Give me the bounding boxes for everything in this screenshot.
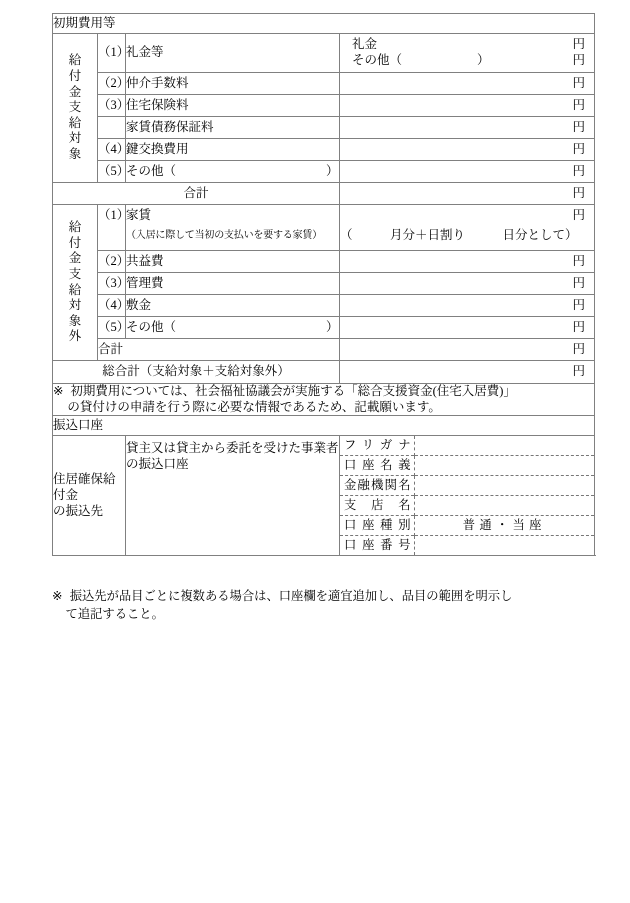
table-row: [53, 295, 595, 317]
transfer-destination-label-line1: 住居確保給付金: [53, 472, 116, 502]
row-amount[interactable]: [340, 251, 595, 273]
vertical-label-not-covered: 給 付 金 支 給 対 象 外: [53, 205, 98, 361]
covered-total-row: [53, 183, 595, 205]
account-field-row: [340, 436, 594, 456]
row-number: （3）: [98, 273, 126, 295]
table-row: [53, 95, 595, 117]
not-covered-total-row: [53, 339, 595, 361]
currency-unit: 円: [572, 320, 586, 334]
initial-costs-table: [52, 13, 595, 556]
grand-total-row: [53, 361, 595, 384]
covered-total-label: 合計: [53, 183, 340, 205]
account-field-row: [340, 476, 594, 496]
field-label-account-holder: 口座名義: [340, 456, 414, 476]
footnote-mark: ※: [52, 589, 63, 603]
currency-unit: 円: [572, 142, 586, 156]
row-item: 仲介手数料: [126, 73, 340, 95]
field-label-furigana: フリガナ: [340, 436, 414, 456]
row-item: 管理費: [126, 273, 340, 295]
row-number: （2）: [98, 73, 126, 95]
currency-unit: 円: [572, 342, 586, 356]
amount-line[interactable]: [340, 208, 594, 224]
field-value-account-number[interactable]: [414, 536, 594, 556]
account-field-row: [340, 456, 594, 476]
row-number: （3）: [98, 95, 126, 117]
transfer-account-title: 振込口座: [53, 416, 595, 436]
row-number: （2）: [98, 251, 126, 273]
grand-total-label: 総合計（支給対象＋支給対象外）: [53, 361, 340, 384]
amount-line-reikin[interactable]: [340, 37, 594, 53]
table-row: [53, 205, 595, 251]
amount-line-label: その他（ ）: [352, 53, 490, 67]
currency-unit: 円: [572, 276, 586, 290]
currency-unit: 円: [572, 98, 586, 112]
currency-unit: 円: [572, 76, 586, 90]
footnote: [52, 587, 600, 624]
row-amount[interactable]: [340, 34, 595, 73]
transfer-destination-label: [53, 436, 126, 556]
row-amount[interactable]: [340, 117, 595, 139]
account-field-row: [340, 516, 594, 536]
table-row: [53, 273, 595, 295]
initial-costs-title-row: [53, 14, 595, 34]
field-label-branch-name: 支店名: [340, 496, 414, 516]
currency-unit: 円: [572, 254, 586, 268]
table-row: [53, 317, 595, 339]
field-value-furigana[interactable]: [414, 436, 594, 456]
row-amount[interactable]: [340, 95, 595, 117]
row-number: （5）: [98, 317, 126, 339]
footnote-line-2: て追記すること。: [65, 607, 164, 622]
remark-line-2: の貸付けの申請を行う際に必要な情報であるため、記載願います。: [67, 399, 441, 414]
account-fields-table: [340, 436, 594, 555]
row-amount[interactable]: [340, 295, 595, 317]
row-number: （5）: [98, 161, 126, 183]
row-number: （4）: [98, 295, 126, 317]
field-value-account-type[interactable]: 普通・当座: [414, 516, 594, 536]
row-item: [126, 205, 340, 251]
row-item: 鍵交換費用: [126, 139, 340, 161]
row-amount[interactable]: [340, 317, 595, 339]
currency-unit: 円: [572, 164, 586, 178]
field-value-branch-name[interactable]: [414, 496, 594, 516]
row-item-note: （入居に際して当初の支払いを要する家賃）: [126, 229, 322, 241]
transfer-destination-label-line2: の振込先: [53, 503, 104, 518]
currency-unit: 円: [572, 186, 586, 200]
table-row: [53, 161, 595, 183]
field-value-bank-name[interactable]: [414, 476, 594, 496]
table-row: [53, 139, 595, 161]
row-item: その他（ ）: [126, 161, 340, 183]
currency-unit: 円: [572, 120, 586, 134]
rent-breakdown-note: （ 月分＋日割り 日分として）: [340, 228, 578, 242]
form-sheet: [52, 13, 594, 556]
row-number: （1）: [98, 34, 126, 73]
not-covered-total-label: 合計: [98, 339, 340, 361]
footnote-line-1: 振込先が品目ごとに複数ある場合は、口座欄を適宜追加し、品目の範囲を明示し: [69, 589, 513, 603]
row-item: 共益費: [126, 251, 340, 273]
transfer-account-row: [53, 436, 595, 556]
row-number: （1）: [98, 205, 126, 251]
covered-total-amount[interactable]: [340, 183, 595, 205]
field-label-account-number: 口座番号: [340, 536, 414, 556]
field-value-account-holder[interactable]: [414, 456, 594, 476]
row-item: 家賃債務保証料: [126, 117, 340, 139]
initial-costs-remark: [53, 384, 595, 416]
amount-line-label: 礼金: [352, 37, 378, 51]
row-number: [98, 117, 126, 139]
account-owner-label: 貸主又は貸主から委託を受けた事業者の振込口座: [126, 436, 340, 556]
row-item: 礼金等: [126, 34, 340, 73]
account-field-row: [340, 496, 594, 516]
remark-line-1: 初期費用については、社会福祉協議会が実施する「総合支援資金(住宅入居費)」: [70, 384, 516, 398]
field-label-account-type: 口座種別: [340, 516, 414, 536]
transfer-account-title-row: [53, 416, 595, 436]
table-row: [53, 73, 595, 95]
grand-total-amount[interactable]: [340, 361, 595, 384]
field-label-bank-name: 金融機関名: [340, 476, 414, 496]
currency-unit: 円: [572, 364, 586, 378]
remark-mark: ※: [53, 384, 64, 398]
row-amount[interactable]: [340, 73, 595, 95]
initial-costs-remark-row: [53, 384, 595, 416]
not-covered-total-amount[interactable]: [340, 339, 595, 361]
table-row: [53, 251, 595, 273]
table-row: [53, 34, 595, 73]
row-amount[interactable]: [340, 161, 595, 183]
currency-unit: 円: [572, 208, 586, 222]
vertical-label-covered: 給 付 金 支 給 対 象: [53, 34, 98, 183]
row-item: その他（ ）: [126, 317, 340, 339]
initial-costs-title: 初期費用等: [53, 14, 595, 34]
row-amount[interactable]: [340, 205, 595, 251]
row-item-label: 家賃: [126, 208, 152, 222]
row-number: （4）: [98, 139, 126, 161]
row-amount[interactable]: [340, 273, 595, 295]
amount-line-other[interactable]: [340, 53, 594, 69]
currency-unit: 円: [572, 53, 586, 67]
account-field-row: [340, 536, 594, 556]
account-fields-cell: [340, 436, 595, 556]
row-amount[interactable]: [340, 139, 595, 161]
row-item: 住宅保険料: [126, 95, 340, 117]
currency-unit: 円: [572, 298, 586, 312]
table-row: [53, 117, 595, 139]
currency-unit: 円: [572, 37, 586, 51]
row-item: 敷金: [126, 295, 340, 317]
